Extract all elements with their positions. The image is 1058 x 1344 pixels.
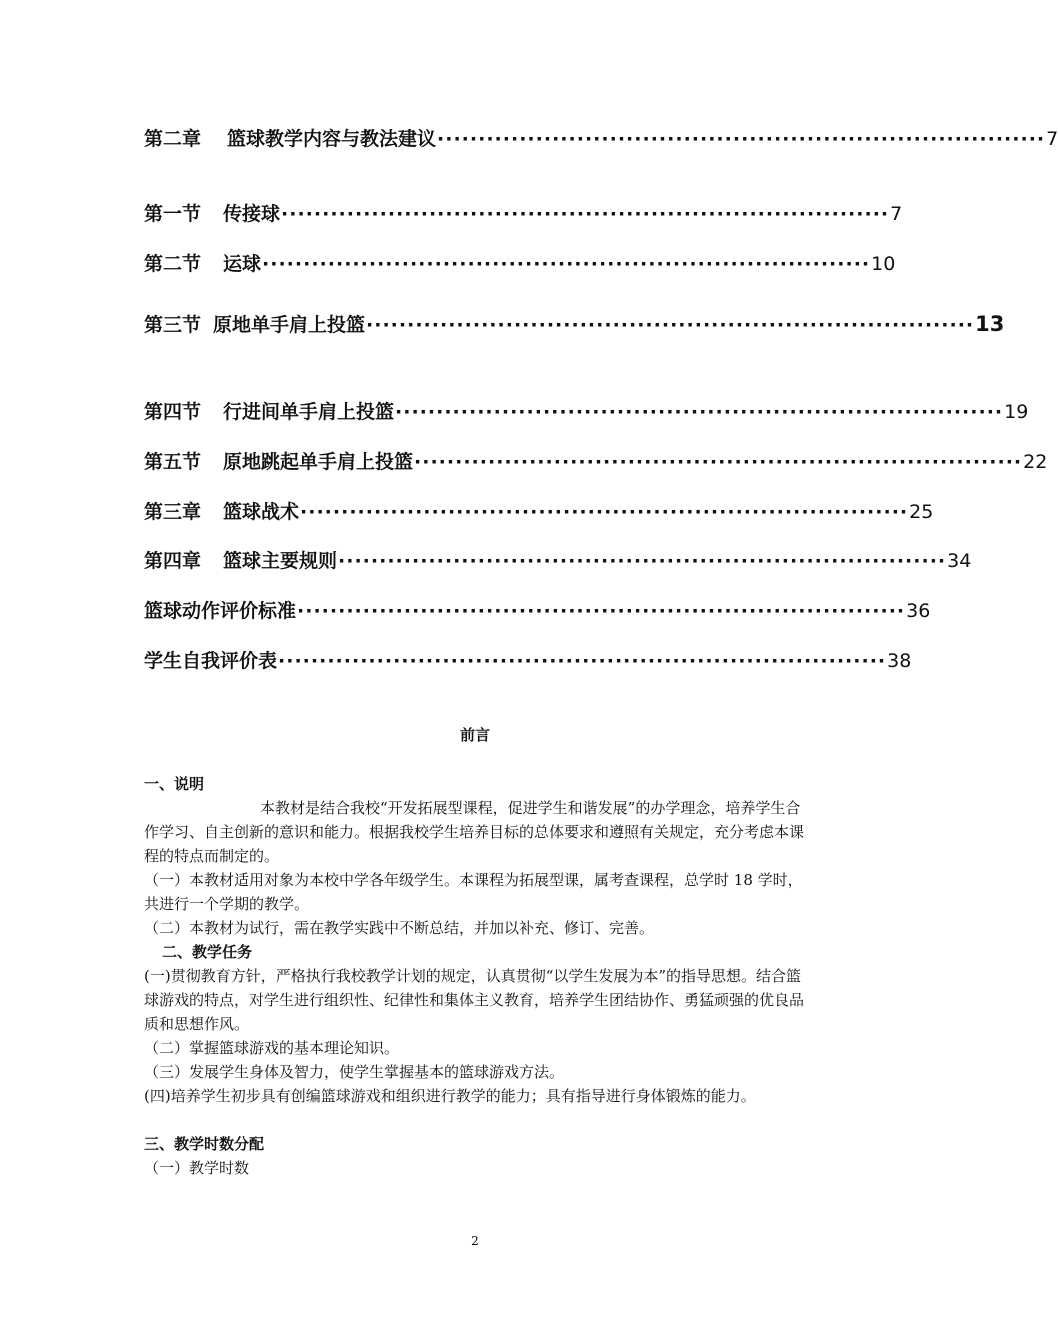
toc-title: 行进间单手肩上投篮 bbox=[223, 401, 395, 423]
toc-page: 10 bbox=[871, 253, 896, 275]
toc-title: 篮球教学内容与教法建议 bbox=[227, 128, 437, 150]
toc-leader: ·········································································· bbox=[437, 128, 1046, 150]
toc-entry bbox=[144, 199, 903, 226]
paragraph: （二）本教材为试行，需在教学实践中不断总结，并加以补充、修订、完善。 bbox=[144, 919, 655, 937]
toc-entry bbox=[144, 546, 972, 573]
toc-title: 篮球主要规则 bbox=[223, 550, 338, 572]
toc-page: 38 bbox=[887, 650, 912, 672]
toc-leader: ·········································································· bbox=[262, 253, 871, 275]
paragraph: （一）教学时数 bbox=[144, 1159, 250, 1177]
page-number: 2 bbox=[471, 1234, 479, 1248]
section-heading-2: 二、教学任务 bbox=[162, 943, 253, 961]
toc-page: 25 bbox=[909, 501, 934, 523]
paragraph: （二）掌握篮球游戏的基本理论知识。 bbox=[144, 1039, 400, 1057]
toc-entry bbox=[144, 646, 912, 673]
toc-leader: ·········································································· bbox=[278, 650, 887, 672]
preface-title: 前言 bbox=[459, 726, 490, 744]
toc-title: 学生自我评价表 bbox=[144, 650, 278, 672]
toc-title: 运球 bbox=[223, 253, 262, 275]
toc-prefix: 第四节 bbox=[144, 401, 202, 423]
toc-page: 22 bbox=[1023, 451, 1048, 473]
paragraph: 本教材是结合我校“开发拓展型课程，促进学生和谐发展”的办学理念，培养学生合作学习、自主创新的意识和能力。根据我校学生培养目标的总体要求和遵照有关规定，充分考虑本课程的特点而制定的。 bbox=[144, 799, 805, 865]
toc-leader: ·········································································· bbox=[281, 203, 890, 225]
toc-prefix: 第三节 bbox=[144, 314, 202, 336]
toc-prefix: 第三章 bbox=[144, 501, 202, 523]
section-heading-3: 三、教学时数分配 bbox=[144, 1135, 265, 1153]
toc-prefix: 第二章 bbox=[144, 128, 202, 150]
toc-leader: ·········································································· bbox=[297, 600, 906, 622]
paragraph: （一）本教材适用对象为本校中学各年级学生。本课程为拓展型课，属考查课程，总学时 18 学时，共进行一个学期的教学。 bbox=[144, 871, 803, 913]
toc-entry bbox=[144, 596, 931, 623]
toc-prefix: 第二节 bbox=[144, 253, 202, 275]
toc-leader: ·········································································· bbox=[414, 451, 1023, 473]
toc-page: 13 bbox=[975, 312, 1005, 336]
toc-entry bbox=[144, 447, 1048, 474]
toc-leader: ·········································································· bbox=[300, 501, 909, 523]
preface-body bbox=[144, 772, 808, 1180]
paragraph: (一)贯彻教育方针，严格执行我校教学计划的规定，认真贯彻“以学生发展为本”的指导思想。结合篮球游戏的特点，对学生进行组织性、纪律性和集体主义教育，培养学生团结协作、勇猛顽强的优良品质和思想作风。 bbox=[144, 967, 805, 1033]
toc-page: 7 bbox=[1046, 128, 1058, 150]
toc-entry bbox=[144, 249, 896, 276]
toc-prefix: 第一节 bbox=[144, 203, 202, 225]
toc-title: 传接球 bbox=[223, 203, 281, 225]
toc-title: 篮球动作评价标准 bbox=[144, 600, 297, 622]
toc-page: 34 bbox=[947, 550, 972, 572]
toc-entry bbox=[144, 397, 1029, 424]
section-heading-1: 一、说明 bbox=[144, 775, 205, 793]
toc-page: 19 bbox=[1004, 401, 1029, 423]
toc-entry bbox=[144, 497, 934, 524]
toc-page: 7 bbox=[890, 203, 903, 225]
toc-prefix: 第四章 bbox=[144, 550, 202, 572]
paragraph: （三）发展学生身体及智力，使学生掌握基本的篮球游戏方法。 bbox=[144, 1063, 565, 1081]
toc-title: 篮球战术 bbox=[223, 501, 300, 523]
toc-page: 36 bbox=[906, 600, 931, 622]
toc-entry bbox=[144, 310, 1005, 337]
toc-leader: ·········································································· bbox=[395, 401, 1004, 423]
toc-leader: ·········································································· bbox=[366, 314, 975, 336]
paragraph: (四)培养学生初步具有创编篮球游戏和组织进行教学的能力；具有指导进行身体锻炼的能力。 bbox=[144, 1087, 756, 1105]
toc-title: 原地单手肩上投篮 bbox=[213, 314, 366, 336]
toc-entry bbox=[144, 124, 1058, 151]
toc-leader: ·········································································· bbox=[338, 550, 947, 572]
toc-prefix: 第五节 bbox=[144, 451, 202, 473]
toc-title: 原地跳起单手肩上投篮 bbox=[223, 451, 414, 473]
